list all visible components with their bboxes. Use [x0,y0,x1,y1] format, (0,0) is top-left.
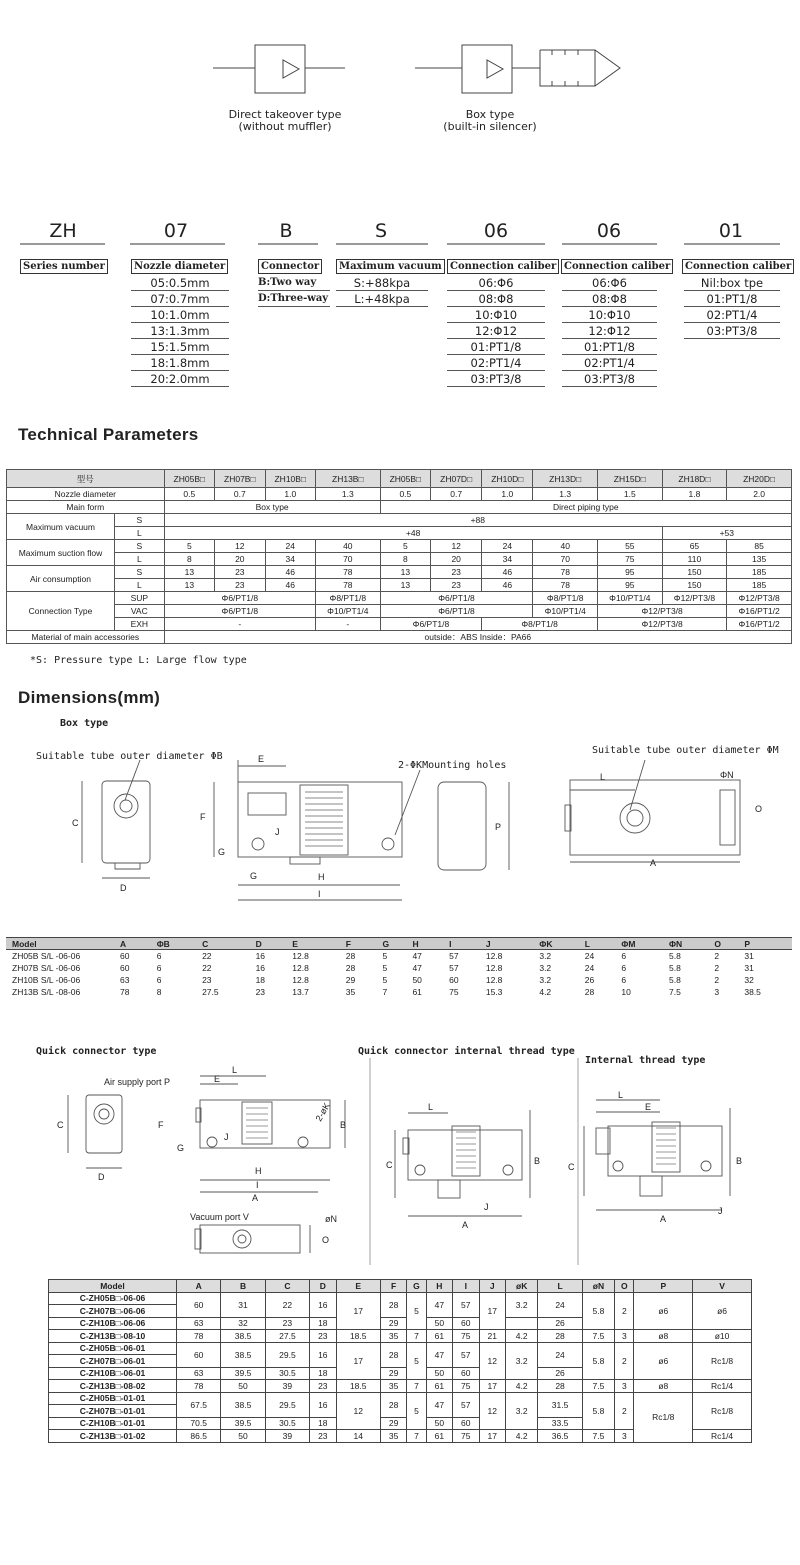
table-row: Main form Box type Direct piping type [7,501,792,514]
quick-dims-table [48,1279,752,1443]
svg-text:O: O [755,804,763,814]
table-row: EXH - - Φ6/PT1/8 Φ8/PT1/8 Φ12/PT3/8 Φ16/PT1/2 [7,618,792,631]
table-row: C-ZH10B□-01-01 70.5 39.5 30.5 18 29 50 60 33.5 [49,1417,752,1430]
direct-label-2: (without muffler) [238,120,332,133]
table-row: C-ZH07B□-06-06 [49,1305,752,1318]
svg-text:J: J [275,827,280,837]
table-row: ZH05B S/L -06-06 60 6 22 16 12.8 28 5 47 57 12.8 3.2 24 6 5.8 2 31 [12,950,754,961]
svg-text:C: C [568,1162,575,1172]
svg-text:A: A [660,1214,667,1224]
caliber-1-options: 06:Φ6 08:Φ8 10:Φ10 12:Φ12 01:PT1/8 02:PT1/4 03:PT3/8 [447,275,545,387]
table-row: L 13 23 46 78 13 23 46 78 95 150 185 [7,579,792,592]
code-caliber-3-title: Connection caliber [682,259,794,274]
svg-text:L: L [600,772,606,782]
table-row: C-ZH13B□-08-10 78 38.5 27.5 23 18.5 35 7 61 75 21 4.2 28 7.5 3 ø8 ø10 [49,1330,752,1343]
svg-text:L: L [428,1102,434,1112]
table-row: Model A ΦB C D E F G H I J ΦK L ΦM ΦN O P [6,938,792,950]
svg-text:A: A [462,1220,469,1230]
code-connector-title: Connector [258,259,322,274]
connector-options: B:Two way D:Three-way [258,275,330,307]
svg-text:O: O [322,1235,330,1245]
table-row: C-ZH07B□-01-01 [49,1405,752,1418]
caliber-3-options: Nil:box tpe 01:PT1/8 02:PT1/4 03:PT3/8 [684,275,780,339]
tech-title: Technical Parameters [18,425,199,444]
svg-text:G: G [218,847,226,857]
svg-text:C: C [386,1160,393,1170]
code-series-title: Series number [20,259,108,274]
air-supply-label: Air supply port P [104,1077,171,1087]
svg-text:H: H [255,1166,262,1176]
table-row: Model A B C D E F G H I J øK L øN O P V [49,1280,752,1293]
svg-text:P: P [495,822,502,832]
svg-text:H: H [318,872,325,882]
svg-text:I: I [256,1180,259,1190]
nozzle-options: 05:0.5mm 07:0.7mm 10:1.0mm 13:1.3mm 15:1.5mm 18:1.8mm 20:2.0mm [131,275,229,387]
svg-text:I: I [318,889,321,899]
table-row: Material of main accessories outside：ABS Inside：PA66 [7,631,792,644]
svg-text:A: A [252,1193,259,1203]
caliber-2-options: 06:Φ6 08:Φ8 10:Φ10 12:Φ12 01:PT1/8 02:PT1/4 03:PT3/8 [562,275,657,387]
table-row: ZH13B S/L -08-06 78 8 27.5 23 13.7 35 7 61 75 15.3 4.2 28 10 7.5 3 38.5 [12,986,761,997]
direct-label-1: Direct takeover type [228,108,342,121]
svg-text:G: G [177,1143,185,1153]
svg-text:G: G [250,871,258,881]
tube-od-m-label: Suitable tube outer diameter ΦM [592,745,779,756]
table-row: C-ZH13B□-01-02 86.5 50 39 23 14 35 7 61 75 17 4.2 36.5 7.5 3 Rc1/4 [49,1430,752,1443]
table-row: 型号 ZH05B□ ZH07B□ ZH10B□ ZH13B□ ZH05B□ ZH07D□ ZH10D□ ZH13D□ ZH15D□ ZH18D□ ZH20D□ [7,470,792,488]
table-row: C-ZH10B□-06-06 63 32 23 18 29 50 60 26 [49,1317,752,1330]
svg-text:C: C [57,1120,64,1130]
table-row: C-ZH05B□-06-06 60 31 22 16 17 28 5 47 57 17 3.2 24 5.8 2 ø6 ø6 [49,1292,752,1305]
code-vacuum: S [374,220,388,242]
vacuum-options: S:+88kpa L:+48kpa [336,275,428,307]
code-caliber-2: 06 [596,220,622,242]
table-row: ZH10B S/L -06-06 63 6 23 18 12.8 29 5 50 60 12.8 3.2 26 6 5.8 2 32 [12,974,754,985]
code-caliber-3: 01 [718,220,744,242]
code-nozzle: 07 [163,220,189,242]
svg-text:F: F [200,812,206,822]
table-row: C-ZH07B□-06-01 [49,1355,752,1368]
dims-title: Dimensions(mm) [18,688,161,707]
table-row: Air consumption S 13 23 46 78 13 23 46 78 95 150 185 [7,566,792,579]
svg-text:E: E [645,1102,652,1112]
code-series: ZH [49,220,77,242]
svg-text:D: D [98,1172,105,1182]
table-row: C-ZH05B□-01-01 67.5 38.5 29.5 16 12 28 5 47 57 12 3.2 31.5 5.8 2 Rc1/8 Rc1/8 [49,1392,752,1405]
svg-text:D: D [120,883,127,893]
tech-note: *S: Pressure type L: Large flow type [30,655,247,666]
two-k-label: 2-øK [313,1101,332,1123]
code-caliber-1-title: Connection caliber [447,259,559,274]
svg-text:B: B [736,1156,743,1166]
svg-text:F: F [158,1120,164,1130]
table-row: Connection Type SUP Φ6/PT1/8 Φ8/PT1/8 Φ6/PT1/8 Φ8/PT1/8 Φ10/PT1/4 Φ12/PT3/8 Φ12/PT3/8 [7,592,792,605]
table-row: L +48 +53 [7,527,792,540]
svg-text:J: J [484,1202,489,1212]
svg-text:C: C [72,818,79,828]
internal-type-label: Internal thread type [585,1055,706,1066]
svg-text:øN: øN [325,1214,337,1224]
svg-text:L: L [618,1090,624,1100]
table-row: C-ZH13B□-08-02 78 50 39 23 18.5 35 7 61 75 17 4.2 28 7.5 3 ø8 Rc1/4 [49,1380,752,1393]
table-row: Maximum suction flow S 5 12 24 40 5 12 24 40 55 65 85 [7,540,792,553]
code-caliber-2-title: Connection caliber [561,259,673,274]
quick-thread-type-label: Quick connector internal thread type [358,1046,575,1057]
box-label-2: (built-in silencer) [443,120,537,133]
code-nozzle-title: Nozzle diameter [131,259,228,274]
svg-text:E: E [258,754,265,764]
svg-text:L: L [232,1065,238,1075]
table-row: Nozzle diameter 0.5 0.7 1.0 1.3 0.5 0.7 1.0 1.3 1.5 1.8 2.0 [7,488,792,501]
table-row: VAC Φ6/PT1/8 Φ10/PT1/4 Φ6/PT1/8 Φ10/PT1/4 Φ12/PT3/8 Φ16/PT1/2 [7,605,792,618]
tube-od-b-label: Suitable tube outer diameter ΦB [36,751,223,762]
mount-holes-label: 2-ΦKMounting holes [398,760,507,771]
table-row: Maximum vacuum S +88 [7,514,792,527]
svg-text:J: J [224,1132,229,1142]
box-type-label: Box type [60,718,109,729]
table-row: L 8 20 34 70 8 20 34 70 75 110 135 [7,553,792,566]
code-caliber-1: 06 [483,220,509,242]
quick-type-label: Quick connector type [36,1046,157,1057]
svg-text:J: J [718,1206,723,1216]
table-row: C-ZH10B□-06-01 63 39.5 30.5 18 29 50 60 26 [49,1367,752,1380]
svg-text:ΦN: ΦN [720,770,734,780]
svg-text:B: B [340,1120,347,1130]
code-connector: B [279,220,293,242]
svg-text:E: E [214,1074,221,1084]
svg-text:B: B [534,1156,541,1166]
table-row: C-ZH05B□-06-01 60 38.5 29.5 16 17 28 5 47 57 12 3.2 24 5.8 2 ø6 Rc1/8 [49,1342,752,1355]
box-label-1: Box type [465,108,515,121]
table-row: ZH07B S/L -06-06 60 6 22 16 12.8 28 5 47 57 12.8 3.2 24 6 5.8 2 31 [12,962,754,973]
code-vacuum-title: Maximum vacuum [336,259,445,274]
svg-text:A: A [650,858,657,868]
vacuum-port-label: Vacuum port V [190,1212,249,1222]
